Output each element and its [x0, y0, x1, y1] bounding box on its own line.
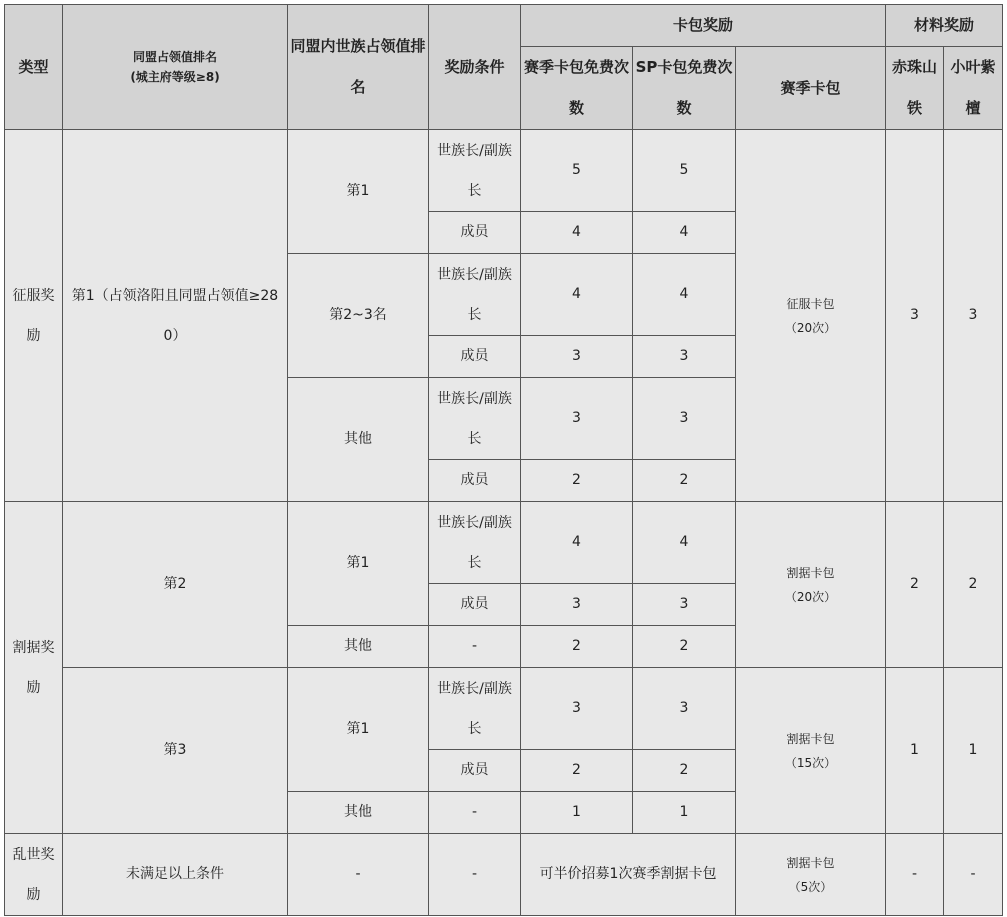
season-pack-cell [736, 668, 886, 834]
header-type: 类型 [5, 5, 63, 130]
red-iron-cell: 2 [886, 502, 944, 668]
header-season-free: 赛季卡包免费次数 [521, 47, 633, 130]
table-row [5, 834, 1003, 916]
table-row [5, 502, 1003, 584]
sp-free-cell: 4 [633, 254, 736, 336]
clan-rank-cell: 第2~3名 [288, 254, 429, 378]
header-alliance-rank-note: (城主府等级≥8) [130, 70, 220, 84]
header-material-rewards: 材料奖励 [886, 5, 1003, 47]
condition-cell: 世族长/副族长 [429, 668, 521, 750]
pack-count: （20次） [784, 589, 837, 604]
condition-cell: - [429, 792, 521, 834]
season-free-cell: 3 [521, 336, 633, 378]
sp-free-cell: 5 [633, 130, 736, 212]
clan-rank-cell: 第1 [288, 668, 429, 792]
header-alliance-rank-label: 同盟占领值排名 [132, 50, 217, 64]
sp-free-cell: 4 [633, 502, 736, 584]
season-free-cell: 4 [521, 212, 633, 254]
season-pack-cell [736, 502, 886, 668]
condition-cell: 世族长/副族长 [429, 254, 521, 336]
sandal-cell: 2 [944, 502, 1003, 668]
clan-rank-cell: 其他 [288, 792, 429, 834]
condition-cell: - [429, 626, 521, 668]
season-free-cell: 2 [521, 460, 633, 502]
header-sp-free: SP卡包免费次数 [633, 47, 736, 130]
season-free-cell: 5 [521, 130, 633, 212]
clan-rank-cell: 第1 [288, 130, 429, 254]
sp-free-cell: 2 [633, 626, 736, 668]
clan-rank-cell: 第1 [288, 502, 429, 626]
condition-cell: 世族长/副族长 [429, 502, 521, 584]
sp-free-cell: 3 [633, 336, 736, 378]
type-split: 割据奖励 [5, 502, 63, 834]
alliance-rank-cell: 第1（占领洛阳且同盟占领值≥280） [63, 130, 288, 502]
condition-cell: 世族长/副族长 [429, 130, 521, 212]
header-season-pack: 赛季卡包 [736, 47, 886, 130]
sandal-cell: 1 [944, 668, 1003, 834]
condition-cell: 成员 [429, 750, 521, 792]
sp-free-cell: 4 [633, 212, 736, 254]
red-iron-cell: 3 [886, 130, 944, 502]
season-free-cell: 4 [521, 254, 633, 336]
pack-name: 割据卡包 [786, 565, 835, 580]
sandal-cell: 3 [944, 130, 1003, 502]
pack-count: （5次） [788, 879, 833, 894]
pack-count: （20次） [784, 320, 837, 335]
sp-free-cell: 2 [633, 750, 736, 792]
alliance-rank-cell: 未满足以上条件 [63, 834, 288, 916]
type-chaos: 乱世奖励 [5, 834, 63, 916]
season-free-cell: 4 [521, 502, 633, 584]
sp-free-cell: 3 [633, 584, 736, 626]
pack-name: 割据卡包 [786, 731, 835, 746]
alliance-rank-cell: 第2 [63, 502, 288, 668]
season-free-cell: 1 [521, 792, 633, 834]
header-alliance-rank [63, 5, 288, 130]
sp-free-cell: 3 [633, 668, 736, 750]
type-conquer: 征服奖励 [5, 130, 63, 502]
table-row [5, 668, 1003, 750]
header-red-iron: 赤珠山铁 [886, 47, 944, 130]
header-condition: 奖励条件 [429, 5, 521, 130]
reward-table [4, 4, 1003, 916]
pack-count: （15次） [784, 755, 837, 770]
header-sandal: 小叶紫檀 [944, 47, 1003, 130]
condition-cell: 成员 [429, 336, 521, 378]
header-clan-rank: 同盟内世族占领值排名 [288, 5, 429, 130]
sp-free-cell: 1 [633, 792, 736, 834]
sp-free-cell: 2 [633, 460, 736, 502]
table-row [5, 130, 1003, 212]
season-pack-cell [736, 130, 886, 502]
red-iron-cell: 1 [886, 668, 944, 834]
season-free-cell: 2 [521, 750, 633, 792]
clan-rank-cell: 其他 [288, 626, 429, 668]
condition-cell: 成员 [429, 460, 521, 502]
sp-free-cell: 3 [633, 378, 736, 460]
reward-table-container [4, 4, 1003, 916]
clan-rank-cell: 其他 [288, 378, 429, 502]
condition-cell: 成员 [429, 212, 521, 254]
season-free-cell: 3 [521, 378, 633, 460]
pack-name: 割据卡包 [786, 855, 835, 870]
pack-name: 征服卡包 [786, 296, 835, 311]
red-iron-cell: - [886, 834, 944, 916]
condition-cell: 成员 [429, 584, 521, 626]
sandal-cell: - [944, 834, 1003, 916]
season-free-cell: 3 [521, 668, 633, 750]
header-card-rewards: 卡包奖励 [521, 5, 886, 47]
condition-cell: - [429, 834, 521, 916]
season-free-cell: 2 [521, 626, 633, 668]
alliance-rank-cell: 第3 [63, 668, 288, 834]
season-pack-cell [736, 834, 886, 916]
season-free-cell: 3 [521, 584, 633, 626]
clan-rank-cell: - [288, 834, 429, 916]
condition-cell: 世族长/副族长 [429, 378, 521, 460]
free-recruit-cell: 可半价招募1次赛季割据卡包 [521, 834, 736, 916]
